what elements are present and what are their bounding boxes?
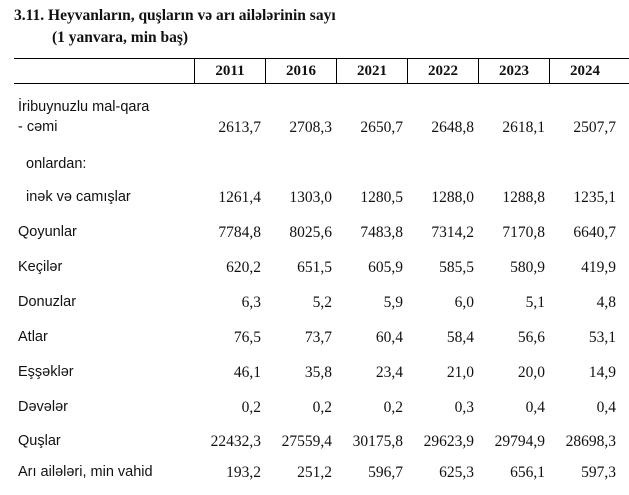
table-cell: 597,3 (581, 464, 616, 481)
row-label: Eşşəklər (18, 364, 74, 380)
table-cell: 605,9 (368, 259, 403, 276)
row-label: Qoyunlar (18, 224, 77, 240)
table-cell: 1280,5 (360, 189, 403, 206)
column-header: 2016 (265, 59, 336, 83)
table-cell: 0,2 (383, 399, 403, 416)
column-header: 2024 (549, 59, 620, 83)
table-cell: 5,1 (525, 294, 545, 311)
table-cell: 6,3 (241, 294, 261, 311)
table-cell: 2648,8 (431, 119, 474, 136)
table-cell: 6,0 (454, 294, 474, 311)
table-subtitle: (1 yanvara, min baş) (52, 29, 189, 46)
table-cell: 1303,0 (289, 189, 332, 206)
table-cell: 2507,7 (573, 119, 616, 136)
table-cell: 27559,4 (281, 433, 332, 450)
row-label: Dəvələr (18, 399, 68, 415)
table-cell: 1235,1 (573, 189, 616, 206)
table-cell: 56,6 (517, 329, 545, 346)
table-cell: 35,8 (304, 364, 332, 381)
table-cell: 1288,8 (502, 189, 545, 206)
column-header: 2022 (407, 59, 478, 83)
table-cell: 580,9 (510, 259, 545, 276)
table-cell: 5,9 (383, 294, 403, 311)
table-cell: 7170,8 (502, 224, 545, 241)
table-cell: 2613,7 (218, 119, 261, 136)
row-label: onlardan: (26, 156, 87, 172)
table-cell: 23,4 (375, 364, 403, 381)
row-label: Keçilər (18, 259, 63, 275)
table-cell: 53,1 (588, 329, 616, 346)
livestock-table (14, 58, 629, 481)
table-title: 3.11. Heyvanların, quşların və arı ailələrinin sayı (14, 7, 336, 24)
table-cell: 0,2 (241, 399, 261, 416)
table-cell: 596,7 (368, 464, 403, 481)
table-cell: 30175,8 (352, 433, 403, 450)
table-cell: 6640,7 (573, 224, 616, 241)
table-cell: 7784,8 (218, 224, 261, 241)
table-cell: 193,2 (226, 464, 261, 481)
table-cell: 5,2 (312, 294, 332, 311)
table-cell: 60,4 (375, 329, 403, 346)
table-cell: 14,9 (588, 364, 616, 381)
table-cell: 2618,1 (502, 119, 545, 136)
table-cell: 29623,9 (423, 433, 474, 450)
table-cell: 2650,7 (360, 119, 403, 136)
table-cell: 58,4 (446, 329, 474, 346)
table-cell: 419,9 (581, 259, 616, 276)
table-cell: 7314,2 (431, 224, 474, 241)
table-cell: 0,4 (525, 399, 545, 416)
table-cell: 1288,0 (431, 189, 474, 206)
table-cell: 4,8 (596, 294, 616, 311)
table-cell: 251,2 (297, 464, 332, 481)
table-cell: 73,7 (304, 329, 332, 346)
table-cell: 22432,3 (210, 433, 261, 450)
column-header: 2023 (478, 59, 549, 83)
row-label: - cəmi (18, 119, 58, 135)
table-cell: 620,2 (226, 259, 261, 276)
table-cell: 76,5 (233, 329, 261, 346)
table-cell: 46,1 (233, 364, 261, 381)
row-label: Donuzlar (18, 294, 77, 310)
row-label: Arı ailələri, min vahid (18, 464, 153, 480)
table-cell: 1261,4 (218, 189, 261, 206)
table-cell: 8025,6 (289, 224, 332, 241)
column-header: 2021 (336, 59, 407, 83)
table-cell: 0,3 (454, 399, 474, 416)
table-cell: 651,5 (297, 259, 332, 276)
table-cell: 585,5 (439, 259, 474, 276)
table-cell: 0,2 (312, 399, 332, 416)
table-cell: 29794,9 (494, 433, 545, 450)
table-cell: 625,3 (439, 464, 474, 481)
row-label: Quşlar (18, 433, 61, 449)
table-cell: 7483,8 (360, 224, 403, 241)
row-label: İribuynuzlu mal-qara (18, 99, 150, 115)
table-cell: 20,0 (517, 364, 545, 381)
table-cell: 2708,3 (289, 119, 332, 136)
row-label: Atlar (18, 329, 48, 345)
table-cell: 656,1 (510, 464, 545, 481)
header-stub (14, 59, 194, 83)
column-header: 2011 (194, 59, 265, 83)
table-header-row (14, 59, 629, 84)
table-cell: 28698,3 (565, 433, 616, 450)
row-label: inək və camışlar (26, 189, 131, 205)
table-cell: 21,0 (446, 364, 474, 381)
table-cell: 0,4 (596, 399, 616, 416)
